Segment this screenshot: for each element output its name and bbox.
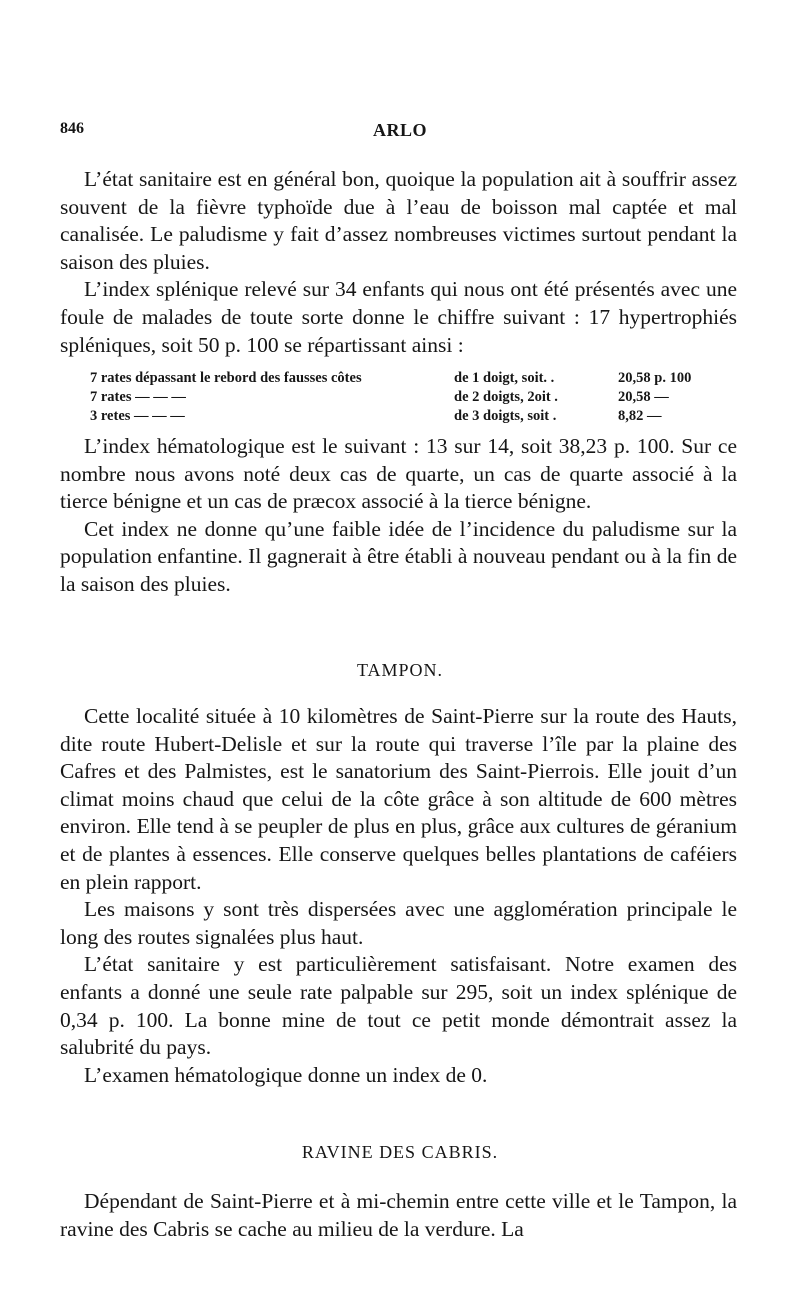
table-row bbox=[90, 388, 710, 407]
paragraph-tampon-location: Cette localité située à 10 kilomètres de Saint-Pierre sur la route des Hauts, dite route Hubert-Delisle et sur la route qui traverse l’île par la plaine des Cafres et des Palmistes, est le sanatorium des Saint-Pierrois. Elle jouit d’un climat moins chaud que celui de la côte grâce à son altitude de 600 mètres environ. Elle tend à se peupler de plus en plus, grâce aux cultures de géranium et de plantes à essences. Elle conserve quelques belles plantations de caféiers en plein rapport. bbox=[60, 704, 737, 894]
row-value: 20,58 p. 100 bbox=[618, 370, 692, 386]
paragraph-ravine: Dépendant de Saint-Pierre et à mi-chemin entre cette ville et le Tampon, la ravine des Cabris se cache au milieu de la verdure. La bbox=[60, 1189, 737, 1241]
paragraph-sanitary-state: L’état sanitaire est en général bon, quoique la population ait à souffrir assez souvent de la fièvre typhoïde due à l’eau de boisson mal captée et mal canalisée. Le paludisme y fait d’assez nombreuses victimes surtout pendant la saison des pluies. bbox=[60, 167, 737, 274]
running-head: ARLO bbox=[372, 120, 427, 140]
row-value: 8,82 — bbox=[618, 408, 662, 424]
paragraph-tampon-houses: Les maisons y sont très dispersées avec une agglomération principale le long des routes signalées plus haut. bbox=[60, 897, 737, 949]
paragraph-index-remark: Cet index ne donne qu’une faible idée de l’incidence du paludisme sur la population enfantine. Il gagnerait à être établi à nouveau pendant ou à la fin de la saison des pluies. bbox=[60, 516, 737, 596]
page-header bbox=[0, 120, 800, 144]
page-number: 846 bbox=[60, 120, 84, 137]
row-description: 7 rates — — — bbox=[90, 389, 186, 405]
tampon-text bbox=[60, 703, 737, 1089]
hematology-text bbox=[60, 433, 737, 599]
paragraph-tampon-hematology: L’examen hématologique donne un index de 0. bbox=[84, 1062, 488, 1087]
row-value: 20,58 — bbox=[618, 389, 669, 405]
paragraph-hematology-index: L’index hématologique est le suivant : 13 sur 14, soit 38,23 p. 100. Sur ce nombre nous avons noté deux cas de quarte, un cas de quarte associé à la tierce bénigne et un cas de præcox associé à la tierce bénigne. bbox=[60, 434, 737, 514]
table-row bbox=[90, 369, 710, 388]
section-heading-tampon: TAMPON. bbox=[356, 660, 444, 680]
row-description: 3 retes — — — bbox=[90, 408, 185, 424]
paragraph-tampon-sanitary: L’état sanitaire y est particulièrement satisfaisant. Notre examen des enfants a donné une seule rate palpable sur 295, soit un index splénique de 0,34 p. 100. La bonne mine de tout ce petit monde démontrait assez la salubrité du pays. bbox=[60, 952, 737, 1060]
intro-text bbox=[60, 166, 737, 359]
table-row bbox=[90, 407, 710, 426]
section-heading-ravine: RAVINE DES CABRIS. bbox=[301, 1142, 499, 1162]
spleen-table bbox=[90, 369, 710, 426]
row-extent: de 3 doigts, soit . bbox=[454, 408, 557, 424]
row-description: 7 rates dépassant le rebord des fausses côtes bbox=[90, 370, 362, 386]
ravine-text bbox=[60, 1188, 737, 1243]
row-extent: de 1 doigt, soit. . bbox=[454, 370, 555, 386]
paragraph-spleen-index: L’index splénique relevé sur 34 enfants qui nous ont été présentés avec une foule de malades de toute sorte donne le chiffre suivant : 17 hypertrophiés spléniques, soit 50 p. 100 se répartissant ainsi : bbox=[60, 277, 737, 357]
row-extent: de 2 doigts, 2oit . bbox=[454, 389, 558, 405]
